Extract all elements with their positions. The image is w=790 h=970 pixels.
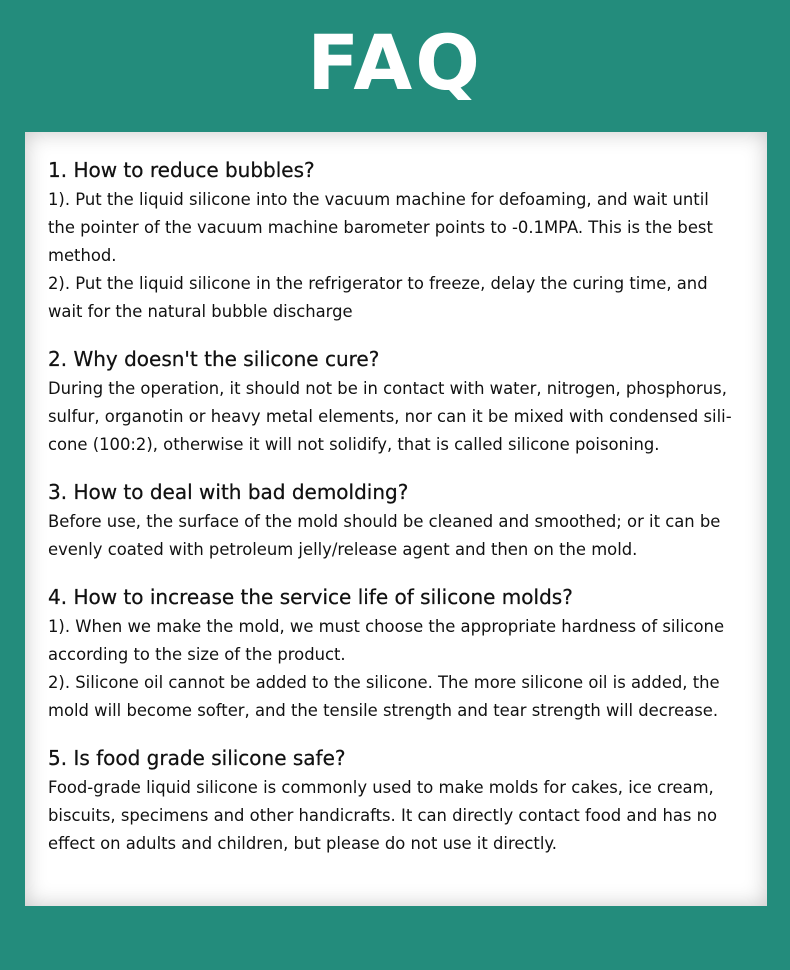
faq-item <box>48 478 747 564</box>
faq-question: 3. How to deal with bad demolding? <box>48 480 409 504</box>
faq-answer-line: 2). Put the liquid silicone in the refrigerator to freeze, delay the curing time, and <box>48 274 708 293</box>
faq-answer-line: 1). When we make the mold, we must choose the appropriate hardness of silicone <box>48 617 725 636</box>
faq-answer-line: During the operation, it should not be in contact with water, nitrogen, phosphorus, <box>48 379 727 398</box>
faq-answer-line: effect on adults and children, but please do not use it directly. <box>48 834 557 853</box>
faq-answer-line: 2). Silicone oil cannot be added to the silicone. The more silicone oil is added, the <box>48 673 720 692</box>
faq-answer-line: Food-grade liquid silicone is commonly used to make molds for cakes, ice cream, <box>48 778 714 797</box>
faq-card <box>25 132 767 906</box>
faq-item <box>48 744 747 858</box>
faq-answer-line: wait for the natural bubble discharge <box>48 302 353 321</box>
page-title: FAQ <box>307 18 483 107</box>
faq-answer-line: 1). Put the liquid silicone into the vacuum machine for defoaming, and wait until <box>48 190 709 209</box>
faq-question: 5. Is food grade silicone safe? <box>48 746 346 770</box>
faq-answer-line: evenly coated with petroleum jelly/release agent and then on the mold. <box>48 540 638 559</box>
faq-answer-line: method. <box>48 246 117 265</box>
faq-question: 1. How to reduce bubbles? <box>48 158 315 182</box>
faq-answer-line: biscuits, specimens and other handicrafts. It can directly contact food and has no <box>48 806 718 825</box>
faq-answer-line: mold will become softer, and the tensile strength and tear strength will decrease. <box>48 701 719 720</box>
faq-answer-line: the pointer of the vacuum machine barometer points to -0.1MPA. This is the best <box>48 218 713 237</box>
faq-answer-line: cone (100:2), otherwise it will not solidify, that is called silicone poisoning. <box>48 435 660 454</box>
faq-item <box>48 156 747 326</box>
faq-item <box>48 345 747 459</box>
faq-answer-line: Before use, the surface of the mold should be cleaned and smoothed; or it can be <box>48 512 721 531</box>
faq-answer-line: sulfur, organotin or heavy metal elements, nor can it be mixed with condensed sili- <box>48 407 732 426</box>
faq-question: 4. How to increase the service life of silicone molds? <box>48 585 573 609</box>
faq-item <box>48 583 747 725</box>
faq-question: 2. Why doesn't the silicone cure? <box>48 347 380 371</box>
faq-answer-line: according to the size of the product. <box>48 645 346 664</box>
